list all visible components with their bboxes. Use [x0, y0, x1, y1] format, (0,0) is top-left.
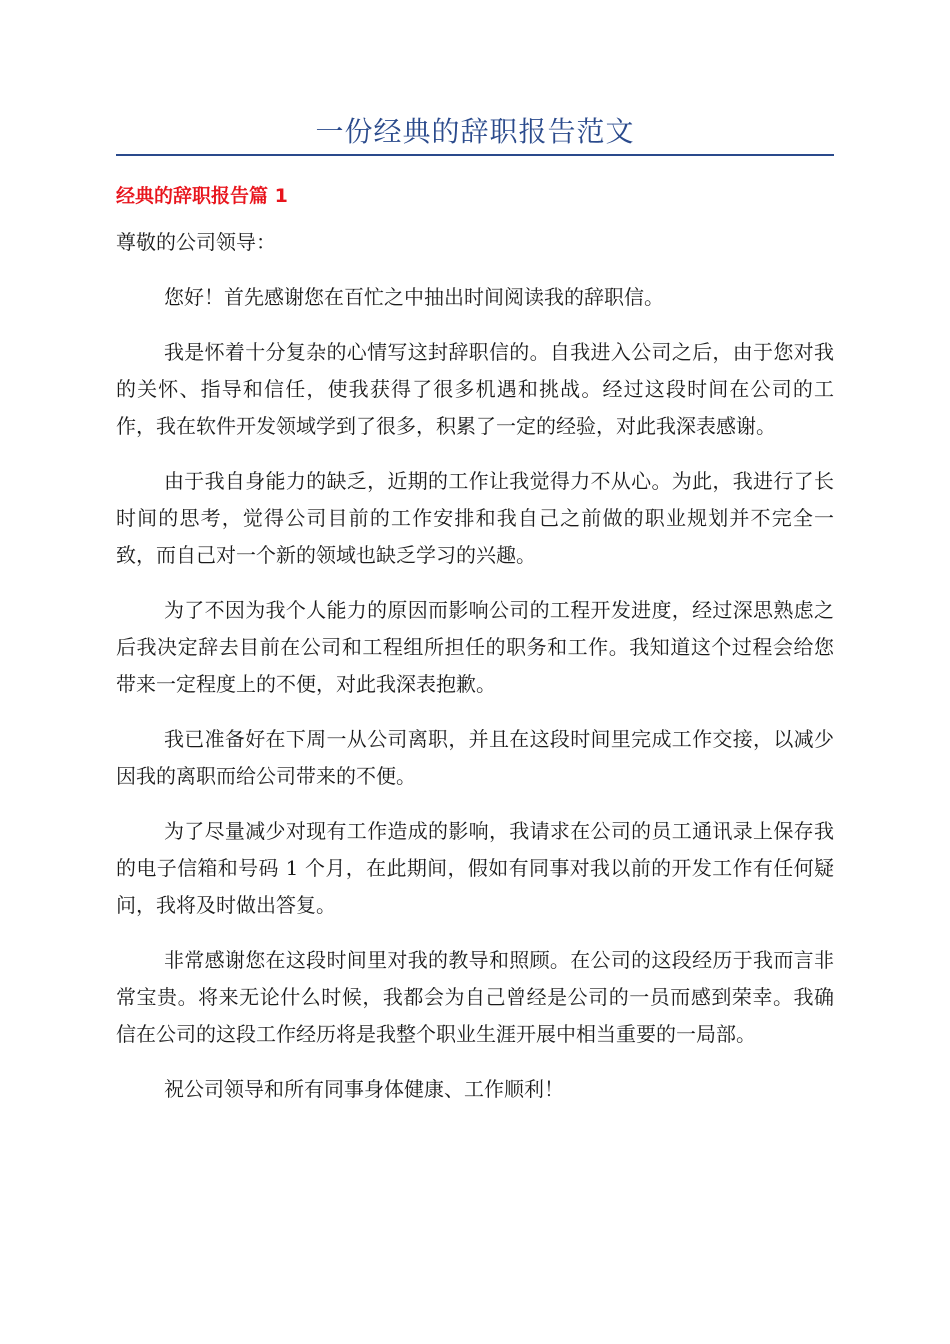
paragraph-closing-wishes: 祝公司领导和所有同事身体健康、工作顺利！ [164, 1077, 564, 1101]
paragraph-reason: 由于我自身能力的缺乏，近期的工作让我觉得力不从心。为此，我进行了长时间的思考，觉得公司目前的工作安排和我自己之前做的职业规划并不完全一致，而自己对一个新的领域也缺乏学习的兴趣。 [116, 469, 834, 567]
section-heading: 经典的辞职报告篇 1 [116, 185, 288, 207]
paragraph-decision: 为了不因为我个人能力的原因而影响公司的工程开发进度，经过深思熟虑之后我决定辞去目前在公司和工程组所担任的职务和工作。我知道这个过程会给您带来一定程度上的不便，对此我深表抱歉。 [116, 598, 834, 696]
paragraph-handover: 我已准备好在下周一从公司离职，并且在这段时间里完成工作交接，以减少因我的离职而给公司带来的不便。 [116, 727, 834, 788]
title-underline [116, 154, 834, 156]
document-title: 一份经典的辞职报告范文 [315, 115, 635, 148]
paragraph-contact-request: 为了尽量减少对现有工作造成的影响，我请求在公司的员工通讯录上保存我的电子信箱和号码 1 个月，在此期间，假如有同事对我以前的开发工作有任何疑问，我将及时做出答复。 [116, 819, 834, 917]
paragraph-greeting: 您好！首先感谢您在百忙之中抽出时间阅读我的辞职信。 [164, 285, 664, 309]
salutation: 尊敬的公司领导： [116, 230, 276, 254]
paragraph-gratitude: 我是怀着十分复杂的心情写这封辞职信的。自我进入公司之后，由于您对我的关怀、指导和信任，使我获得了很多机遇和挑战。经过这段时间在公司的工作，我在软件开发领域学到了很多，积累了一定的经验，对此我深表感谢。 [116, 340, 834, 438]
letter-body [116, 224, 834, 1126]
paragraph-thanks: 非常感谢您在这段时间里对我的教导和照顾。在公司的这段经历于我而言非常宝贵。将来无论什么时候，我都会为自己曾经是公司的一员而感到荣幸。我确信在公司的这段工作经历将是我整个职业生涯开展中相当重要的一局部。 [116, 948, 834, 1046]
